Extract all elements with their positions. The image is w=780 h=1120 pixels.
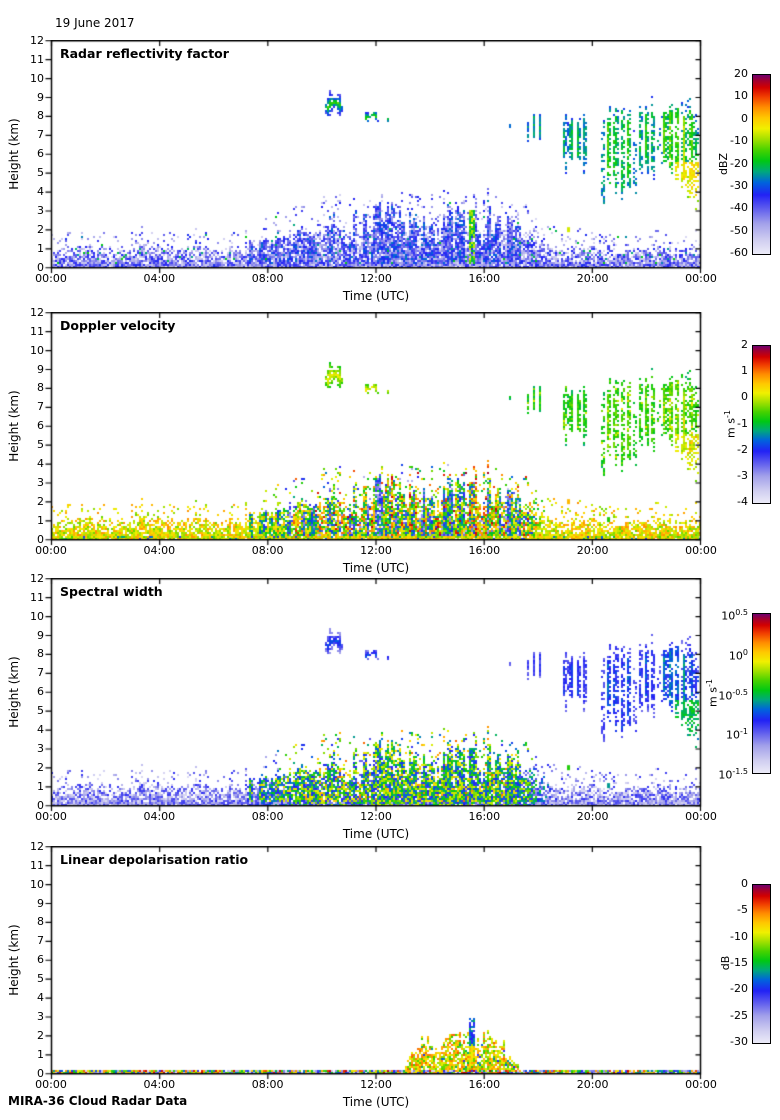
colorbar-tick-label: [702, 339, 748, 351]
y-tick-label: 9: [37, 362, 44, 376]
colorbar-tick-value: -10: [730, 134, 748, 148]
y-tick-label: 1: [37, 1047, 44, 1061]
colorbar-tick-value: -4: [737, 495, 748, 508]
x-tick-label: 00:00: [685, 810, 717, 823]
x-tick-label: 00:00: [35, 544, 67, 557]
colorbar: [752, 74, 771, 255]
colorbar-tick-value: 10: [734, 89, 748, 103]
colorbar-tick-value: 10: [718, 689, 733, 703]
y-tick-label: 11: [30, 52, 44, 66]
colorbar-tick-label: [702, 365, 748, 377]
x-tick-label: 08:00: [251, 544, 284, 557]
y-tick-label: 12: [30, 33, 44, 47]
y-tick-label: 11: [30, 590, 44, 604]
colorbar-tick-label: [702, 470, 748, 482]
y-tick-label: 3: [37, 1010, 44, 1023]
colorbar-unit-exponent: -1: [723, 409, 732, 418]
colorbar-tick-value: -40: [730, 201, 748, 215]
panel-spectral-width: [0, 571, 780, 878]
y-tick-label: 4: [37, 185, 44, 199]
date-label: 19 June 2017: [55, 16, 135, 30]
colorbar-tick-exponent: -1: [740, 727, 748, 737]
x-tick-label: 16:00: [468, 544, 501, 557]
colorbar-tick-value: -10: [730, 929, 748, 943]
x-tick-label: 16:00: [468, 1078, 501, 1091]
colorbar-unit-text: m s: [724, 417, 738, 438]
radar-heatmap-canvas: [44, 40, 708, 276]
colorbar-tick-value: 20: [734, 67, 748, 80]
colorbar-unit-text: dB: [719, 955, 732, 971]
y-tick-label: 8: [37, 647, 44, 661]
colorbar-tick-label: [702, 766, 748, 782]
y-tick-label: 4: [37, 457, 44, 471]
colorbar-tick-value: -30: [730, 178, 748, 192]
colorbar-tick-label: [702, 496, 748, 508]
panel-ldr: [0, 839, 780, 1120]
colorbar-tick-value: -25: [730, 1008, 748, 1022]
y-tick-label: 11: [30, 324, 44, 338]
y-tick-label: 12: [30, 305, 44, 319]
y-tick-label: 10: [30, 71, 44, 85]
colorbar-tick-exponent: 0.5: [735, 608, 748, 617]
x-tick-label: 08:00: [251, 810, 284, 823]
y-tick-label: 0: [37, 1066, 44, 1080]
colorbar-unit-exponent: -1: [705, 678, 714, 687]
colorbar-tick-value: 10: [726, 728, 741, 742]
colorbar-tick-value: 0: [741, 111, 748, 125]
panel-title: Linear depolarisation ratio: [60, 852, 249, 867]
colorbar-unit-label: [717, 124, 731, 204]
x-tick-label: 04:00: [143, 272, 176, 285]
colorbar-tick-value: 10: [718, 768, 733, 782]
colorbar-tick-value: -50: [730, 223, 748, 237]
y-tick-label: 1: [37, 779, 44, 793]
x-tick-label: 04:00: [143, 810, 176, 823]
x-tick-label: 00:00: [35, 810, 67, 823]
colorbar-tick-value: 10: [728, 649, 743, 663]
y-tick-label: 9: [37, 90, 44, 104]
colorbar-tick-exponent: -0.5: [732, 687, 748, 697]
x-tick-label: 20:00: [576, 544, 609, 557]
y-tick-label: 5: [37, 704, 44, 718]
y-tick-label: 2: [37, 222, 44, 236]
x-axis-label-text: Time (UTC): [342, 561, 410, 575]
y-axis-label-text: Height (km): [7, 390, 21, 462]
y-tick-label: 9: [37, 628, 44, 642]
colorbar-tick-value: -60: [730, 246, 748, 259]
y-tick-label: 0: [37, 798, 44, 812]
y-tick-label: 1: [37, 513, 44, 527]
y-tick-label: 3: [37, 476, 44, 489]
colorbar-tick-value: -5: [737, 903, 748, 917]
panel-reflectivity: [0, 33, 780, 340]
y-tick-label: 5: [37, 972, 44, 986]
y-tick-label: 9: [37, 896, 44, 910]
y-tick-label: 3: [37, 742, 44, 755]
colorbar-tick-exponent: -1.5: [732, 767, 748, 776]
x-tick-label: 00:00: [35, 1078, 67, 1091]
panel-title: Radar reflectivity factor: [60, 46, 229, 61]
x-axis-label-text: Time (UTC): [342, 289, 410, 303]
colorbar-tick-value: 2: [741, 338, 748, 351]
x-tick-label: 04:00: [143, 1078, 176, 1091]
y-tick-label: 7: [37, 666, 44, 680]
y-tick-label: 8: [37, 915, 44, 929]
colorbar-tick-value: -1: [737, 416, 748, 430]
y-tick-label: 5: [37, 438, 44, 452]
colorbar-tick-label: [702, 1036, 748, 1048]
y-tick-label: 10: [30, 877, 44, 891]
colorbar-unit-label: [723, 384, 737, 464]
x-tick-label: 12:00: [360, 544, 392, 557]
y-axis-label-text: Height (km): [7, 656, 21, 728]
y-tick-label: 12: [30, 571, 44, 585]
x-tick-label: 12:00: [360, 272, 392, 285]
y-tick-label: 10: [30, 609, 44, 623]
colorbar-tick-value: -20: [730, 982, 748, 996]
y-tick-label: 0: [37, 532, 44, 546]
colorbar-tick-label: [702, 68, 748, 80]
x-tick-label: 00:00: [685, 272, 717, 285]
colorbar-tick-value: -3: [737, 468, 748, 482]
radar-heatmap-canvas: [44, 846, 708, 1082]
x-axis-label: [316, 1095, 436, 1109]
x-tick-label: 16:00: [468, 272, 501, 285]
colorbar-tick-value: 0: [741, 877, 748, 890]
x-tick-label: 08:00: [251, 1078, 284, 1091]
colorbar-tick-value: -30: [730, 1035, 748, 1048]
y-tick-label: 10: [30, 343, 44, 357]
colorbar-unit-label: [719, 923, 733, 1003]
colorbar-tick-label: [702, 225, 748, 237]
colorbar-tick-value: -20: [730, 156, 748, 170]
colorbar-tick-label: [702, 90, 748, 102]
x-tick-label: 12:00: [360, 1078, 392, 1091]
colorbar-tick-label: [702, 247, 748, 259]
y-tick-label: 4: [37, 723, 44, 737]
y-tick-label: 7: [37, 934, 44, 948]
colorbar-tick-label: [702, 202, 748, 214]
y-axis-label-text: Height (km): [7, 924, 21, 996]
x-tick-label: 20:00: [576, 810, 609, 823]
y-tick-label: 1: [37, 241, 44, 255]
colorbar: [752, 345, 771, 504]
y-tick-label: 3: [37, 204, 44, 217]
colorbar-tick-exponent: 0: [742, 647, 748, 657]
colorbar: [752, 884, 771, 1044]
y-tick-label: 2: [37, 1028, 44, 1042]
x-tick-label: 08:00: [251, 272, 284, 285]
x-tick-label: 00:00: [685, 544, 717, 557]
y-tick-label: 7: [37, 400, 44, 414]
x-axis-label: [316, 289, 436, 303]
y-tick-label: 6: [37, 685, 44, 699]
colorbar-unit-label: [705, 653, 719, 733]
x-axis-label-text: Time (UTC): [342, 827, 410, 841]
colorbar: [752, 613, 771, 774]
x-axis-label-text: Time (UTC): [342, 1095, 410, 1109]
y-tick-label: 12: [30, 839, 44, 853]
colorbar-tick-label: [702, 607, 748, 623]
y-tick-label: 8: [37, 109, 44, 123]
y-tick-label: 2: [37, 494, 44, 508]
panel-title: Spectral width: [60, 584, 163, 599]
y-tick-label: 11: [30, 858, 44, 872]
y-tick-label: 6: [37, 147, 44, 161]
y-axis-label-text: Height (km): [7, 118, 21, 190]
radar-heatmap-canvas: [44, 578, 708, 814]
instrument-label: MIRA-36 Cloud Radar Data: [8, 1094, 188, 1108]
colorbar-tick-value: 0: [741, 390, 748, 404]
y-tick-label: 5: [37, 166, 44, 180]
x-tick-label: 04:00: [143, 544, 176, 557]
panel-velocity: [0, 305, 780, 612]
colorbar-tick-label: [702, 904, 748, 916]
y-tick-label: 7: [37, 128, 44, 142]
x-axis-label: [316, 827, 436, 841]
panel-title: Doppler velocity: [60, 318, 176, 333]
colorbar-tick-value: 1: [741, 364, 748, 378]
colorbar-tick-value: -15: [730, 956, 748, 969]
y-tick-label: 6: [37, 419, 44, 433]
x-tick-label: 20:00: [576, 272, 609, 285]
x-tick-label: 12:00: [360, 810, 392, 823]
y-tick-label: 4: [37, 991, 44, 1005]
colorbar-tick-label: [702, 878, 748, 890]
x-axis-label: [316, 561, 436, 575]
y-tick-label: 2: [37, 760, 44, 774]
x-tick-label: 00:00: [35, 272, 67, 285]
colorbar-unit-text: m s: [706, 686, 720, 707]
colorbar-tick-value: -2: [737, 442, 748, 456]
x-tick-label: 00:00: [685, 1078, 717, 1091]
x-tick-label: 20:00: [576, 1078, 609, 1091]
colorbar-tick-value: 10: [721, 609, 736, 623]
radar-heatmap-canvas: [44, 312, 708, 548]
y-tick-label: 0: [37, 260, 44, 274]
colorbar-tick-label: [702, 1010, 748, 1022]
x-tick-label: 16:00: [468, 810, 501, 823]
y-tick-label: 6: [37, 953, 44, 967]
colorbar-tick-label: [702, 113, 748, 125]
colorbar-unit-text: dBZ: [717, 152, 730, 175]
y-tick-label: 8: [37, 381, 44, 395]
